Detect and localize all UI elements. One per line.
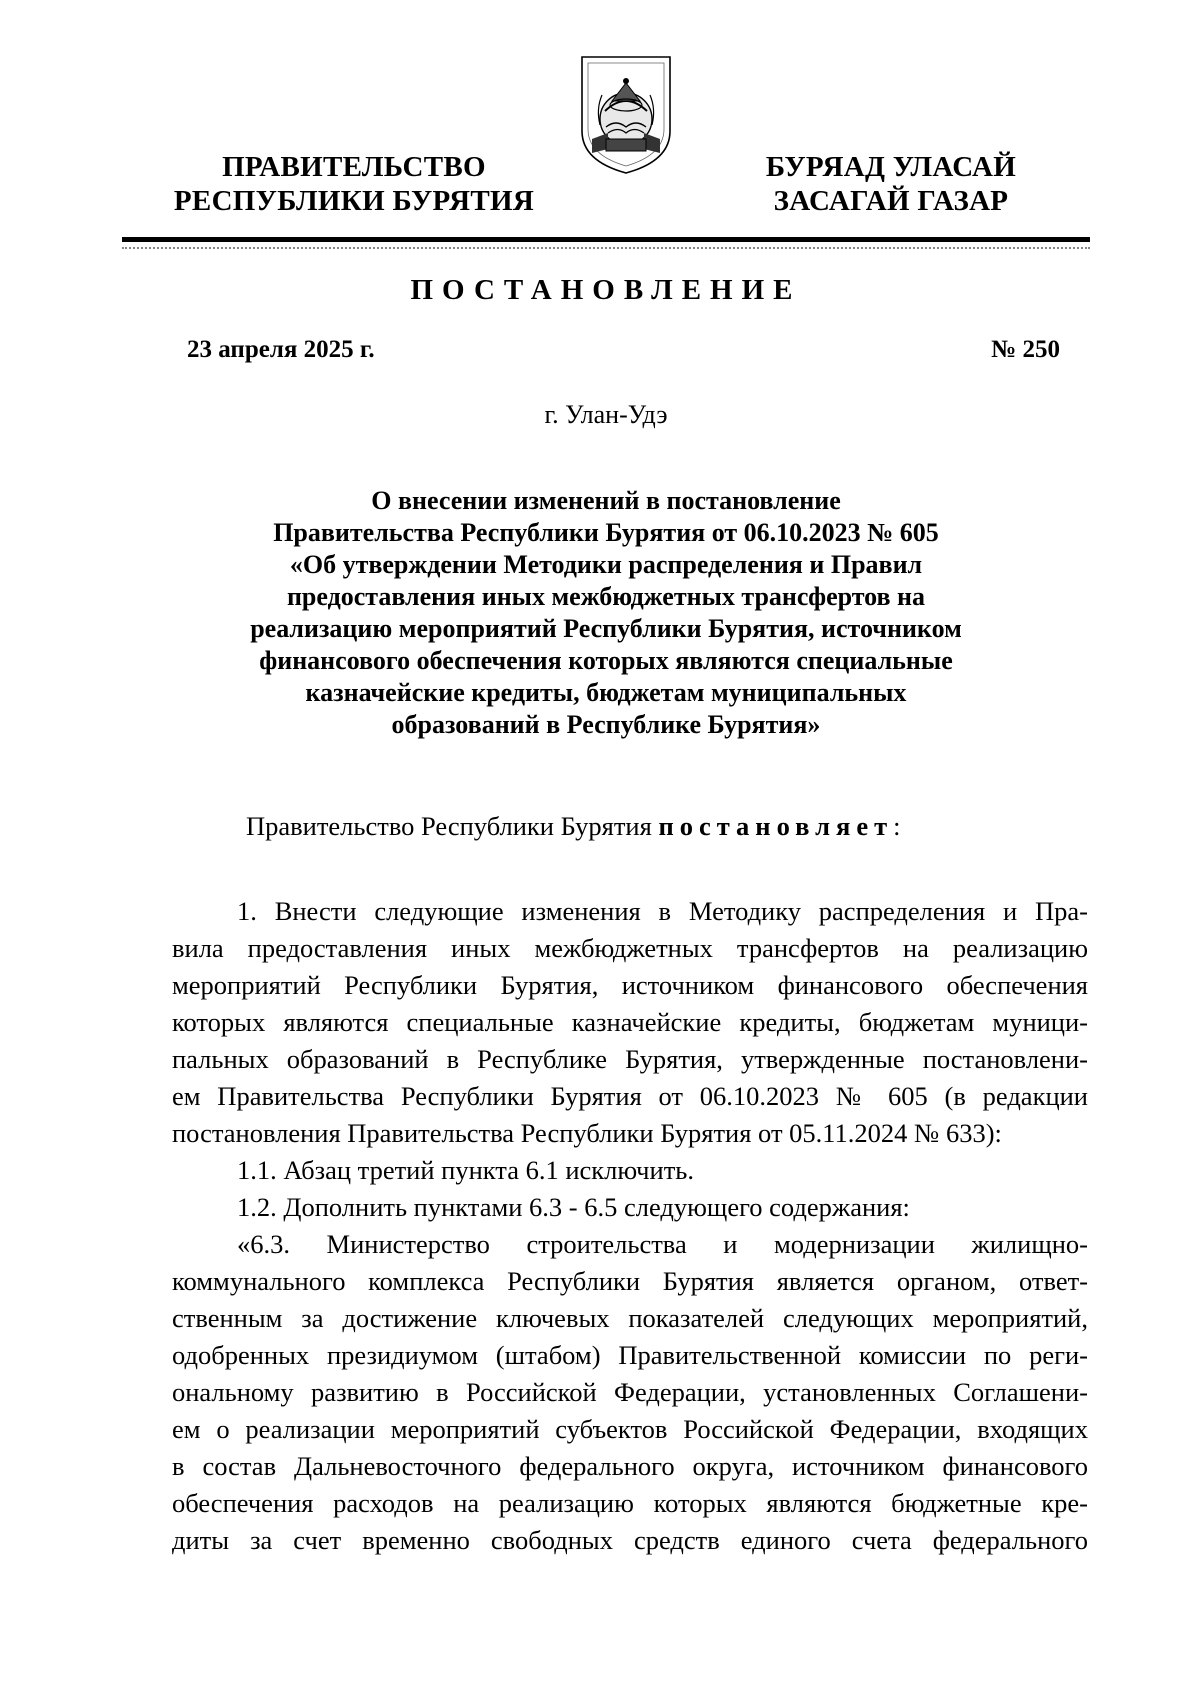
title-line: Правительства Республики Бурятия от 06.10.2023 № 605	[273, 518, 939, 547]
body-line: ем Правительства Республики Бурятия от 06.10.2023 № 605 (в редакции	[172, 1081, 1088, 1111]
document-type: ПОСТАНОВЛЕНИЕ	[410, 274, 802, 306]
document-city: г. Улан-Удэ	[544, 400, 668, 429]
body-line: обеспечения расходов на реализацию которых являются бюджетные кре-	[172, 1488, 1088, 1518]
header-right	[732, 150, 1050, 218]
header-left-line-1: ПРАВИТЕЛЬСТВО	[222, 151, 486, 183]
body-line: вила предоставления иных межбюджетных трансфертов на реализацию	[172, 933, 1088, 963]
body-line: ональному развитию в Российской Федерации, установленных Соглашени-	[172, 1377, 1088, 1407]
body-line: 1. Внести следующие изменения в Методику распределения и Пра-	[237, 896, 1088, 926]
body-line: мероприятий Республики Бурятия, источником финансового обеспечения	[172, 970, 1088, 1000]
body-line: коммунального комплекса Республики Бурятия является органом, ответ-	[172, 1266, 1088, 1296]
body-line: «6.3. Министерство строительства и модернизации жилищно-	[237, 1229, 1088, 1259]
body-line: диты за счет временно свободных средств единого счета федерального	[172, 1525, 1088, 1555]
body-line: в состав Дальневосточного федерального округа, источником финансового	[172, 1451, 1088, 1481]
preamble	[246, 808, 901, 845]
title-line: образований в Республике Бурятия»	[391, 710, 821, 739]
title-line: О внесении изменений в постановление	[371, 486, 841, 515]
body-line: ственным за достижение ключевых показателей следующих мероприятий,	[172, 1303, 1088, 1333]
body-line: 1.1. Абзац третий пункта 6.1 исключить.	[237, 1155, 694, 1185]
title-line: финансового обеспечения которых являются специальные	[259, 646, 953, 675]
body-line: постановления Правительства Республики Бурятия от 05.11.2024 № 633):	[172, 1118, 1002, 1148]
body-line: пальных образований в Республике Бурятия, утвержденные постановлени-	[172, 1044, 1088, 1074]
preamble-text: Правительство Республики Бурятия	[246, 811, 659, 841]
title-line: казначейские кредиты, бюджетам муниципальных	[305, 678, 907, 707]
body-line: ем о реализации мероприятий субъектов Российской Федерации, входящих	[172, 1414, 1088, 1444]
document-date: 23 апреля 2025 г.	[187, 336, 375, 363]
body-line: 1.2. Дополнить пунктами 6.3 - 6.5 следующего содержания:	[237, 1192, 910, 1222]
document-number: № 250	[991, 336, 1060, 363]
preamble-colon: :	[893, 811, 901, 841]
body-line: которых являются специальные казначейские кредиты, бюджетам муници-	[172, 1007, 1088, 1037]
header-right-line-2: ЗАСАГАЙ ГАЗАР	[773, 185, 1009, 217]
header-left-line-2: РЕСПУБЛИКИ БУРЯТИЯ	[173, 185, 535, 217]
header-rule-thin	[122, 247, 1090, 249]
header-left	[162, 150, 546, 218]
coat-of-arms-emblem	[578, 53, 674, 175]
header-rule-thick	[122, 237, 1090, 242]
body-line: одобренных президиумом (штабом) Правительственной комиссии по реги-	[172, 1340, 1088, 1370]
title-line: «Об утверждении Методики распределения и Правил	[289, 550, 923, 579]
title-line: предоставления иных межбюджетных трансфертов на	[286, 582, 926, 611]
title-line: реализацию мероприятий Республики Бурятия, источником	[250, 614, 962, 643]
preamble-verb: постановляет	[658, 811, 894, 841]
header-right-line-1: БУРЯАД УЛАСАЙ	[765, 151, 1017, 183]
